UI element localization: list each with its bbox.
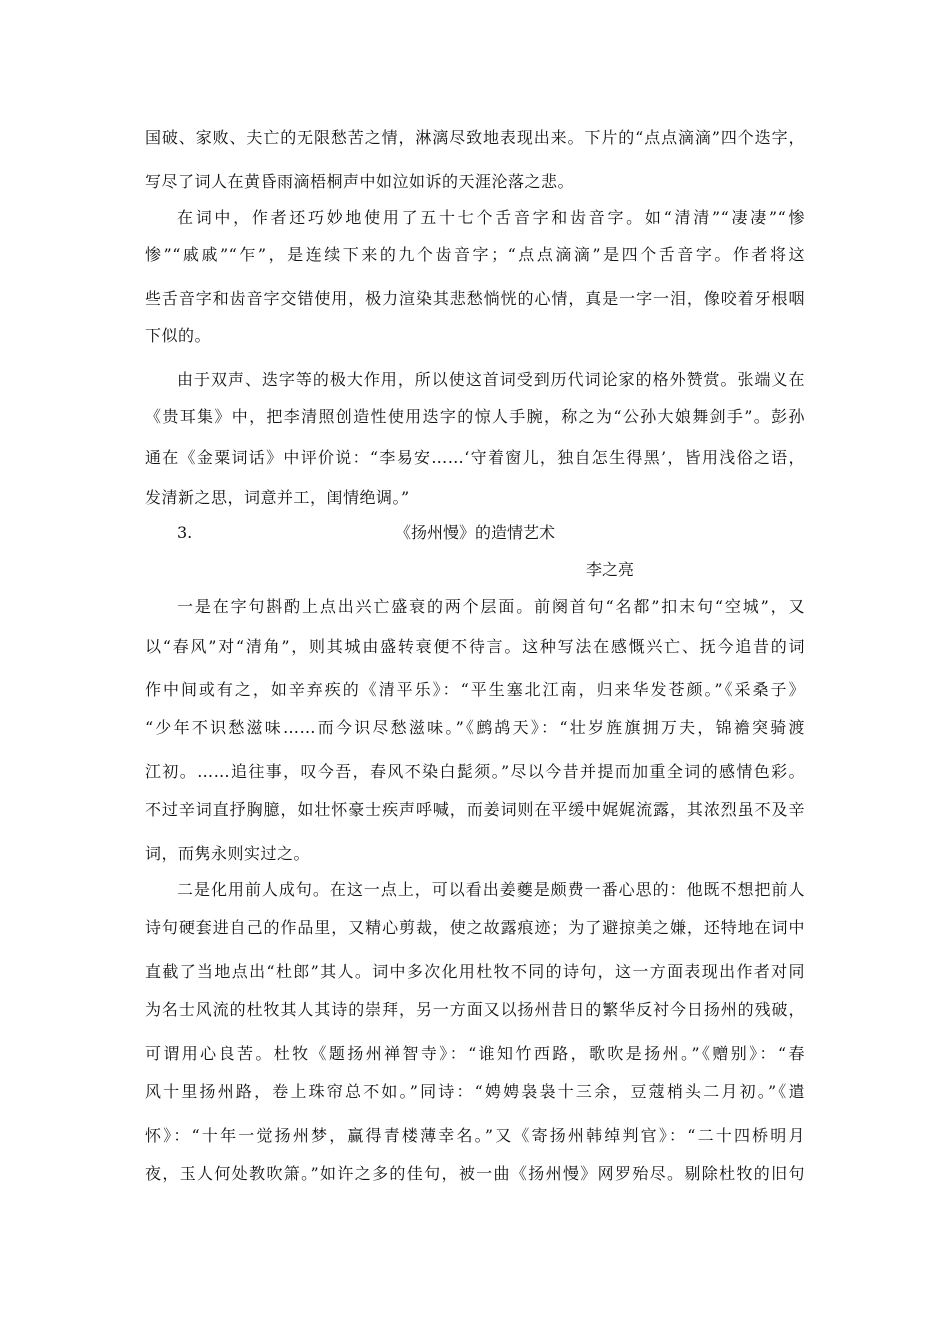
paragraph-line: 《贵耳集》中，把李清照创造性使用迭字的惊人手腕，称之为“公孙大娘舞剑手”。彭孙 bbox=[145, 407, 805, 426]
paragraph-line: 由于双声、迭字等的极大作用，所以使这首词受到历代词论家的格外赞赏。张端义在 bbox=[177, 370, 805, 389]
paragraph-line: 风十里扬州路，卷上珠帘总不如。”同诗：“娉娉袅袅十三余，豆蔻梢头二月初。”《遣 bbox=[145, 1082, 805, 1101]
paragraph-line: 二是化用前人成句。在这一点上，可以看出姜夔是颇费一番心思的：他既不想把前人 bbox=[177, 880, 805, 899]
paragraph-line: 直截了当地点出“杜郎”其人。词中多次化用杜牧不同的诗句，这一方面表现出作者对同 bbox=[145, 962, 805, 981]
paragraph-line: 不过辛词直抒胸臆，如壮怀豪士疾声呼喊，而姜词则在平缓中娓娓流露，其浓烈虽不及辛 bbox=[145, 800, 805, 819]
paragraph-line: 作中间或有之，如辛弃疾的《清平乐》：“平生塞北江南，归来华发苍颜。”《采桑子》 bbox=[145, 680, 805, 699]
paragraph-line: 为名士风流的杜牧其人其诗的崇拜，另一方面又以扬州昔日的繁华反衬今日扬州的残破， bbox=[145, 1000, 805, 1019]
paragraph-line: 一是在字句斟酌上点出兴亡盛衰的两个层面。前阕首句“名都”扣末句“空城”，又 bbox=[177, 597, 805, 616]
paragraph-line: 夜，玉人何处教吹箫。”如许之多的佳句，被一曲《扬州慢》网罗殆尽。剔除杜牧的旧句 bbox=[145, 1164, 805, 1183]
paragraph-line: 怀》：“十年一觉扬州梦，赢得青楼薄幸名。”又《寄扬州韩绰判官》：“二十四桥明月 bbox=[145, 1126, 805, 1145]
paragraph-line: 通在《金粟词话》中评价说：“李易安……‘守着窗儿，独自怎生得黑’，皆用浅俗之语， bbox=[145, 448, 805, 467]
section-author: 李之亮 bbox=[586, 560, 635, 579]
paragraph-line: 发清新之思，词意并工，闺情绝调。” bbox=[145, 488, 410, 507]
paragraph-line: 以“春风”对“清角”，则其城由盛转衰便不待言。这种写法在感慨兴亡、抚今追昔的词 bbox=[145, 637, 805, 656]
section-title: 《扬州慢》的造情艺术 bbox=[394, 523, 555, 542]
paragraph-line: 下似的。 bbox=[145, 326, 212, 345]
paragraph-line: 词，而隽永则实过之。 bbox=[145, 844, 311, 863]
paragraph-line: 写尽了词人在黄昏雨滴梧桐声中如泣如诉的天涯沦落之悲。 bbox=[145, 172, 575, 191]
paragraph-line: 可谓用心良苦。杜牧《题扬州禅智寺》：“谁知竹西路，歌吹是扬州。”《赠别》：“春 bbox=[145, 1044, 805, 1063]
paragraph-line: 些舌音字和齿音字交错使用，极力渲染其悲愁惝恍的心情，真是一字一泪，像咬着牙根咽 bbox=[145, 289, 805, 308]
paragraph-line: 江初。……追往事，叹今吾，春风不染白髭须。”尽以今昔并提而加重全词的感情色彩。 bbox=[145, 762, 805, 781]
paragraph-line: 诗句硬套进自己的作品里，又精心剪裁，使之故露痕迹；为了避掠美之嫌，还特地在词中 bbox=[145, 918, 805, 937]
paragraph-line: 惨”“戚戚”“乍”，是连续下来的九个齿音字；“点点滴滴”是四个舌音字。作者将这 bbox=[145, 245, 805, 264]
paragraph-line: 国破、家败、夫亡的无限愁苦之情，淋漓尽致地表现出来。下片的“点点滴滴”四个迭字， bbox=[145, 128, 805, 147]
paragraph-line: 在词中，作者还巧妙地使用了五十七个舌音字和齿音字。如“清清”“凄凄”“惨 bbox=[177, 208, 805, 227]
paragraph-line: “少年不识愁滋味……而今识尽愁滋味。”《鹧鸪天》：“壮岁旌旗拥万夫，锦襜突骑渡 bbox=[145, 718, 805, 737]
section-number: 3. bbox=[177, 523, 193, 542]
